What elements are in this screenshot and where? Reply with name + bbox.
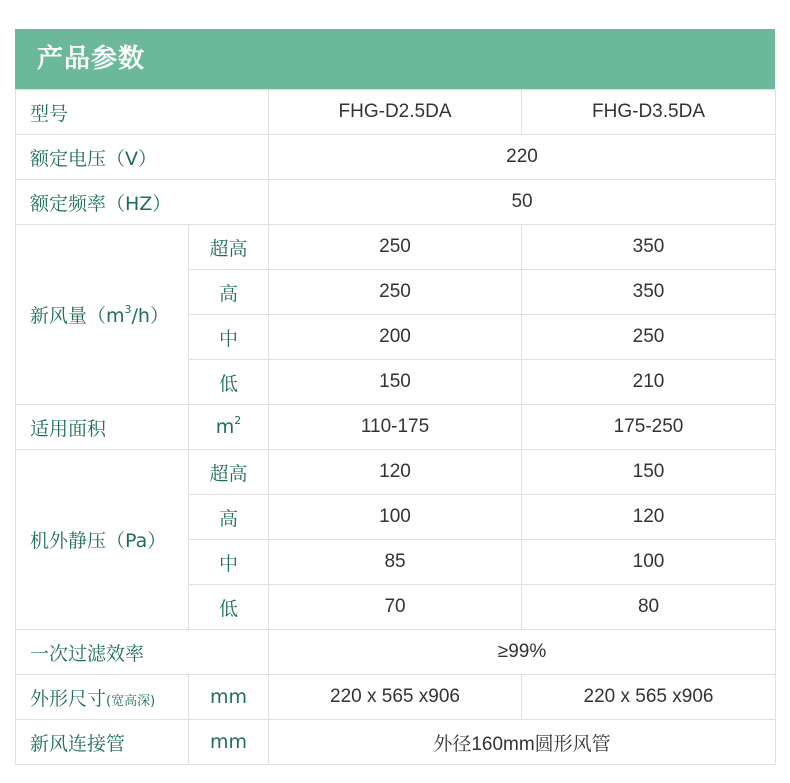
value-voltage: 220 xyxy=(269,135,776,180)
value-filtration: ≥99% xyxy=(269,630,776,675)
value-dimensions-1: 220 x 565 x906 xyxy=(269,675,522,720)
value-cell: 210 xyxy=(522,360,776,405)
row-filtration xyxy=(16,630,776,675)
value-cell: 350 xyxy=(522,270,776,315)
params-table xyxy=(15,89,776,765)
unit-area: $m^2$ xyxy=(189,405,269,450)
value-cell: 150 xyxy=(269,360,522,405)
value-cell: 70 xyxy=(269,585,522,630)
label-filtration: 一次过滤效率 xyxy=(16,630,269,675)
label-model: 型号 xyxy=(16,90,269,135)
value-cell: 120 xyxy=(269,450,522,495)
level-label: 超高 xyxy=(189,450,269,495)
value-cell: 150 xyxy=(522,450,776,495)
level-label: 低 xyxy=(189,360,269,405)
row-dimensions xyxy=(16,675,776,720)
value-cell: 100 xyxy=(269,495,522,540)
value-cell: 200 xyxy=(269,315,522,360)
unit-dimensions: mm xyxy=(189,675,269,720)
section-title: 产品参数 xyxy=(15,29,775,89)
label-area: 适用面积 xyxy=(16,405,189,450)
row-connection xyxy=(16,720,776,765)
label-voltage: 额定电压（V） xyxy=(16,135,269,180)
value-model-2: FHG-D3.5DA xyxy=(522,90,776,135)
level-label: 低 xyxy=(189,585,269,630)
label-static-pressure: 机外静压（Pa） xyxy=(16,450,189,630)
row-frequency xyxy=(16,180,776,225)
level-label: 中 xyxy=(189,315,269,360)
label-fresh-air: 新风量$(m^3/h)$ xyxy=(16,225,189,405)
level-label: 超高 xyxy=(189,225,269,270)
product-params-panel xyxy=(15,29,775,765)
value-connection: 外径160mm圆形风管 xyxy=(269,720,776,765)
value-cell: 80 xyxy=(522,585,776,630)
unit-connection: mm xyxy=(189,720,269,765)
row-voltage xyxy=(16,135,776,180)
value-cell: 85 xyxy=(269,540,522,585)
label-frequency: 额定频率（HZ） xyxy=(16,180,269,225)
value-area-2: 175-250 xyxy=(522,405,776,450)
row-static-pressure-0 xyxy=(16,450,776,495)
level-label: 高 xyxy=(189,270,269,315)
level-label: 中 xyxy=(189,540,269,585)
value-frequency: 50 xyxy=(269,180,776,225)
row-area xyxy=(16,405,776,450)
row-fresh-air-0 xyxy=(16,225,776,270)
value-cell: 120 xyxy=(522,495,776,540)
label-connection: 新风连接管 xyxy=(16,720,189,765)
level-label: 高 xyxy=(189,495,269,540)
value-cell: 250 xyxy=(522,315,776,360)
row-model xyxy=(16,90,776,135)
value-dimensions-2: 220 x 565 x906 xyxy=(522,675,776,720)
value-model-1: FHG-D2.5DA xyxy=(269,90,522,135)
label-dimensions: 外形尺寸(宽高深) xyxy=(16,675,189,720)
value-cell: 100 xyxy=(522,540,776,585)
value-area-1: 110-175 xyxy=(269,405,522,450)
value-cell: 250 xyxy=(269,270,522,315)
value-cell: 250 xyxy=(269,225,522,270)
value-cell: 350 xyxy=(522,225,776,270)
